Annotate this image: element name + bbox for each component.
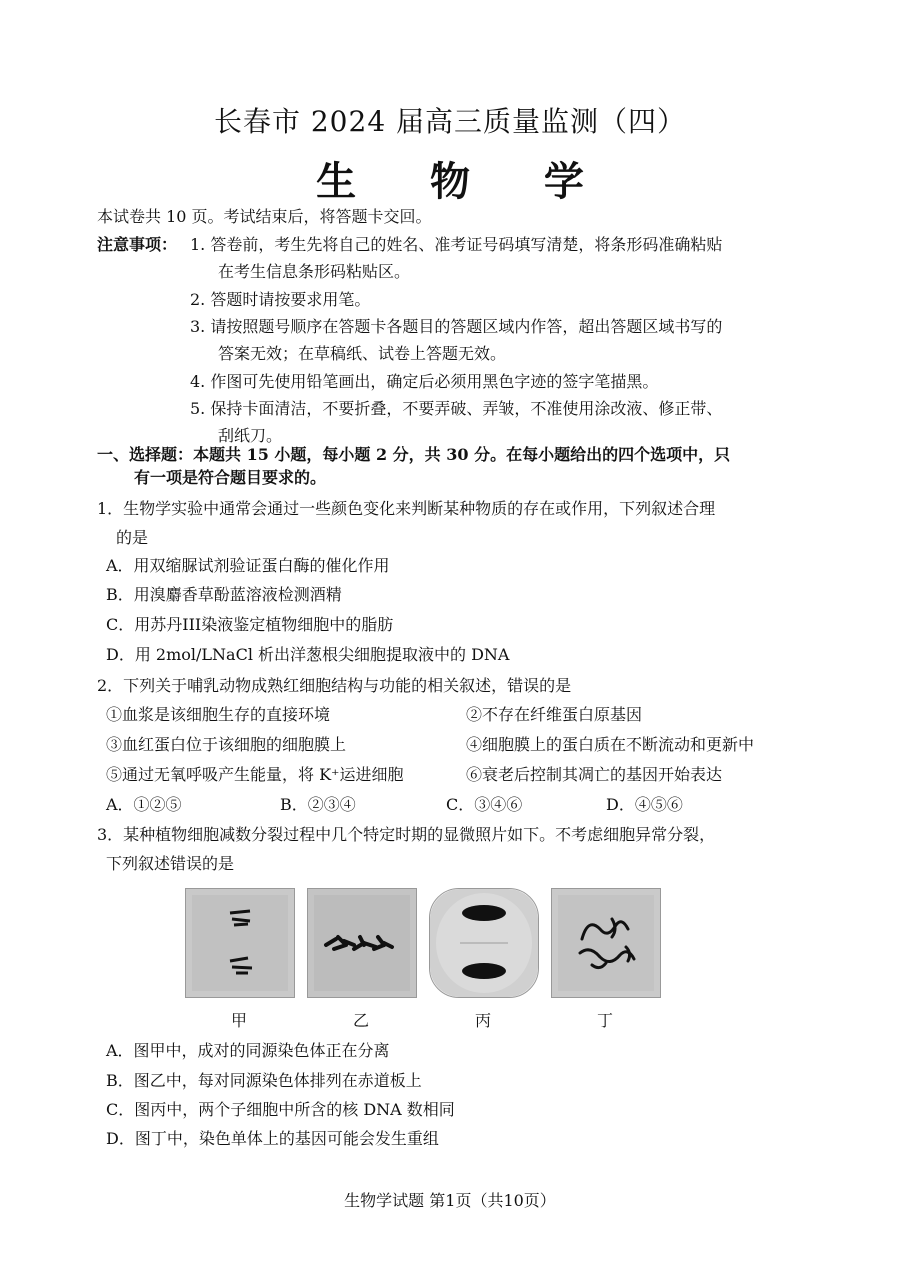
q1-option-c: C．用苏丹III染液鉴定植物细胞中的脂肪	[106, 615, 394, 634]
q3-stem: 3．某种植物细胞减数分裂过程中几个特定时期的显微照片如下。不考虑细胞异常分裂，	[97, 825, 716, 844]
micrograph-jia	[185, 888, 295, 998]
figure-label-jia: 甲	[230, 1011, 247, 1030]
q3-option-a: A．图甲中，成对的同源染色体正在分离	[106, 1041, 390, 1060]
q3-option-d: D．图丁中，染色单体上的基因可能会发生重组	[106, 1129, 439, 1148]
page-footer: 生物学试题 第1页（共10页）	[344, 1191, 556, 1210]
q2-statement: ③血红蛋白位于该细胞的细胞膜上	[106, 735, 347, 754]
q2-option-d: D．④⑤⑥	[606, 795, 683, 814]
micrograph-bing	[429, 888, 539, 998]
note-item: 刮纸刀。	[218, 426, 283, 445]
note-item: 1. 答卷前，考生先将自己的姓名、准考证号码填写清楚，将条形码准确粘贴	[190, 235, 723, 254]
q1-option-b: B．用溴麝香草酚蓝溶液检测酒精	[106, 585, 342, 604]
note-item: 5. 保持卡面清洁，不要折叠，不要弄破、弄皱，不准使用涂改液、修正带、	[190, 399, 723, 418]
micrograph-figures	[185, 888, 665, 1038]
q1-option-a: A．用双缩脲试剂验证蛋白酶的催化作用	[106, 556, 390, 575]
q2-statement: ④细胞膜上的蛋白质在不断流动和更新中	[466, 735, 755, 754]
exam-title: 长春市 2024 届高三质量监测（四）	[213, 105, 687, 138]
note-item: 3. 请按照题号顺序在答题卡各题目的答题区域内作答，超出答题区域书写的	[190, 317, 723, 336]
figure-label-yi: 乙	[352, 1011, 369, 1030]
note-item: 答案无效；在草稿纸、试卷上答题无效。	[218, 344, 507, 363]
q2-statement: ②不存在纤维蛋白原基因	[466, 705, 643, 724]
q2-option-c: C．③④⑥	[446, 795, 523, 814]
intro-text: 本试卷共 10 页。考试结束后，将答题卡交回。	[97, 207, 432, 226]
note-item: 4. 作图可先使用铅笔画出，确定后必须用黑色字迹的签字笔描黑。	[190, 372, 659, 391]
q2-stem: 2．下列关于哺乳动物成熟红细胞结构与功能的相关叙述，错误的是	[97, 676, 572, 695]
section-heading: 一、选择题：本题共 15 小题，每小题 2 分，共 30 分。在每小题给出的四个选项中，只	[97, 445, 731, 464]
q1-stem: 1．生物学实验中通常会通过一些颜色变化来判断某种物质的存在或作用，下列叙述合理	[97, 499, 716, 518]
note-item: 在考生信息条形码粘贴区。	[218, 262, 411, 281]
q2-statement: ①血浆是该细胞生存的直接环境	[106, 705, 331, 724]
section-heading-cont: 有一项是符合题目要求的。	[134, 468, 327, 487]
figure-label-ding: 丁	[596, 1011, 613, 1030]
q2-option-b: B．②③④	[280, 795, 356, 814]
q2-statement: ⑥衰老后控制其凋亡的基因开始表达	[466, 765, 723, 784]
notes-label: 注意事项：	[97, 235, 178, 254]
micrograph-ding	[551, 888, 661, 998]
note-item: 2. 答题时请按要求用笔。	[190, 290, 371, 309]
q3-option-c: C．图丙中，两个子细胞中所含的核 DNA 数相同	[106, 1100, 455, 1119]
subject-title: 生 物 学	[316, 158, 614, 205]
figure-label-bing: 丙	[474, 1011, 491, 1030]
q1-option-d: D．用 2mol/LNaCl 析出洋葱根尖细胞提取液中的 DNA	[106, 645, 510, 664]
q2-option-a: A．①②⑤	[106, 795, 182, 814]
q2-statement: ⑤通过无氧呼吸产生能量，将 K⁺运进细胞	[106, 765, 404, 784]
q1-stem-cont: 的是	[116, 528, 149, 547]
q3-option-b: B．图乙中，每对同源染色体排列在赤道板上	[106, 1071, 422, 1090]
micrograph-yi	[307, 888, 417, 998]
q3-stem-cont: 下列叙述错误的是	[106, 854, 235, 873]
